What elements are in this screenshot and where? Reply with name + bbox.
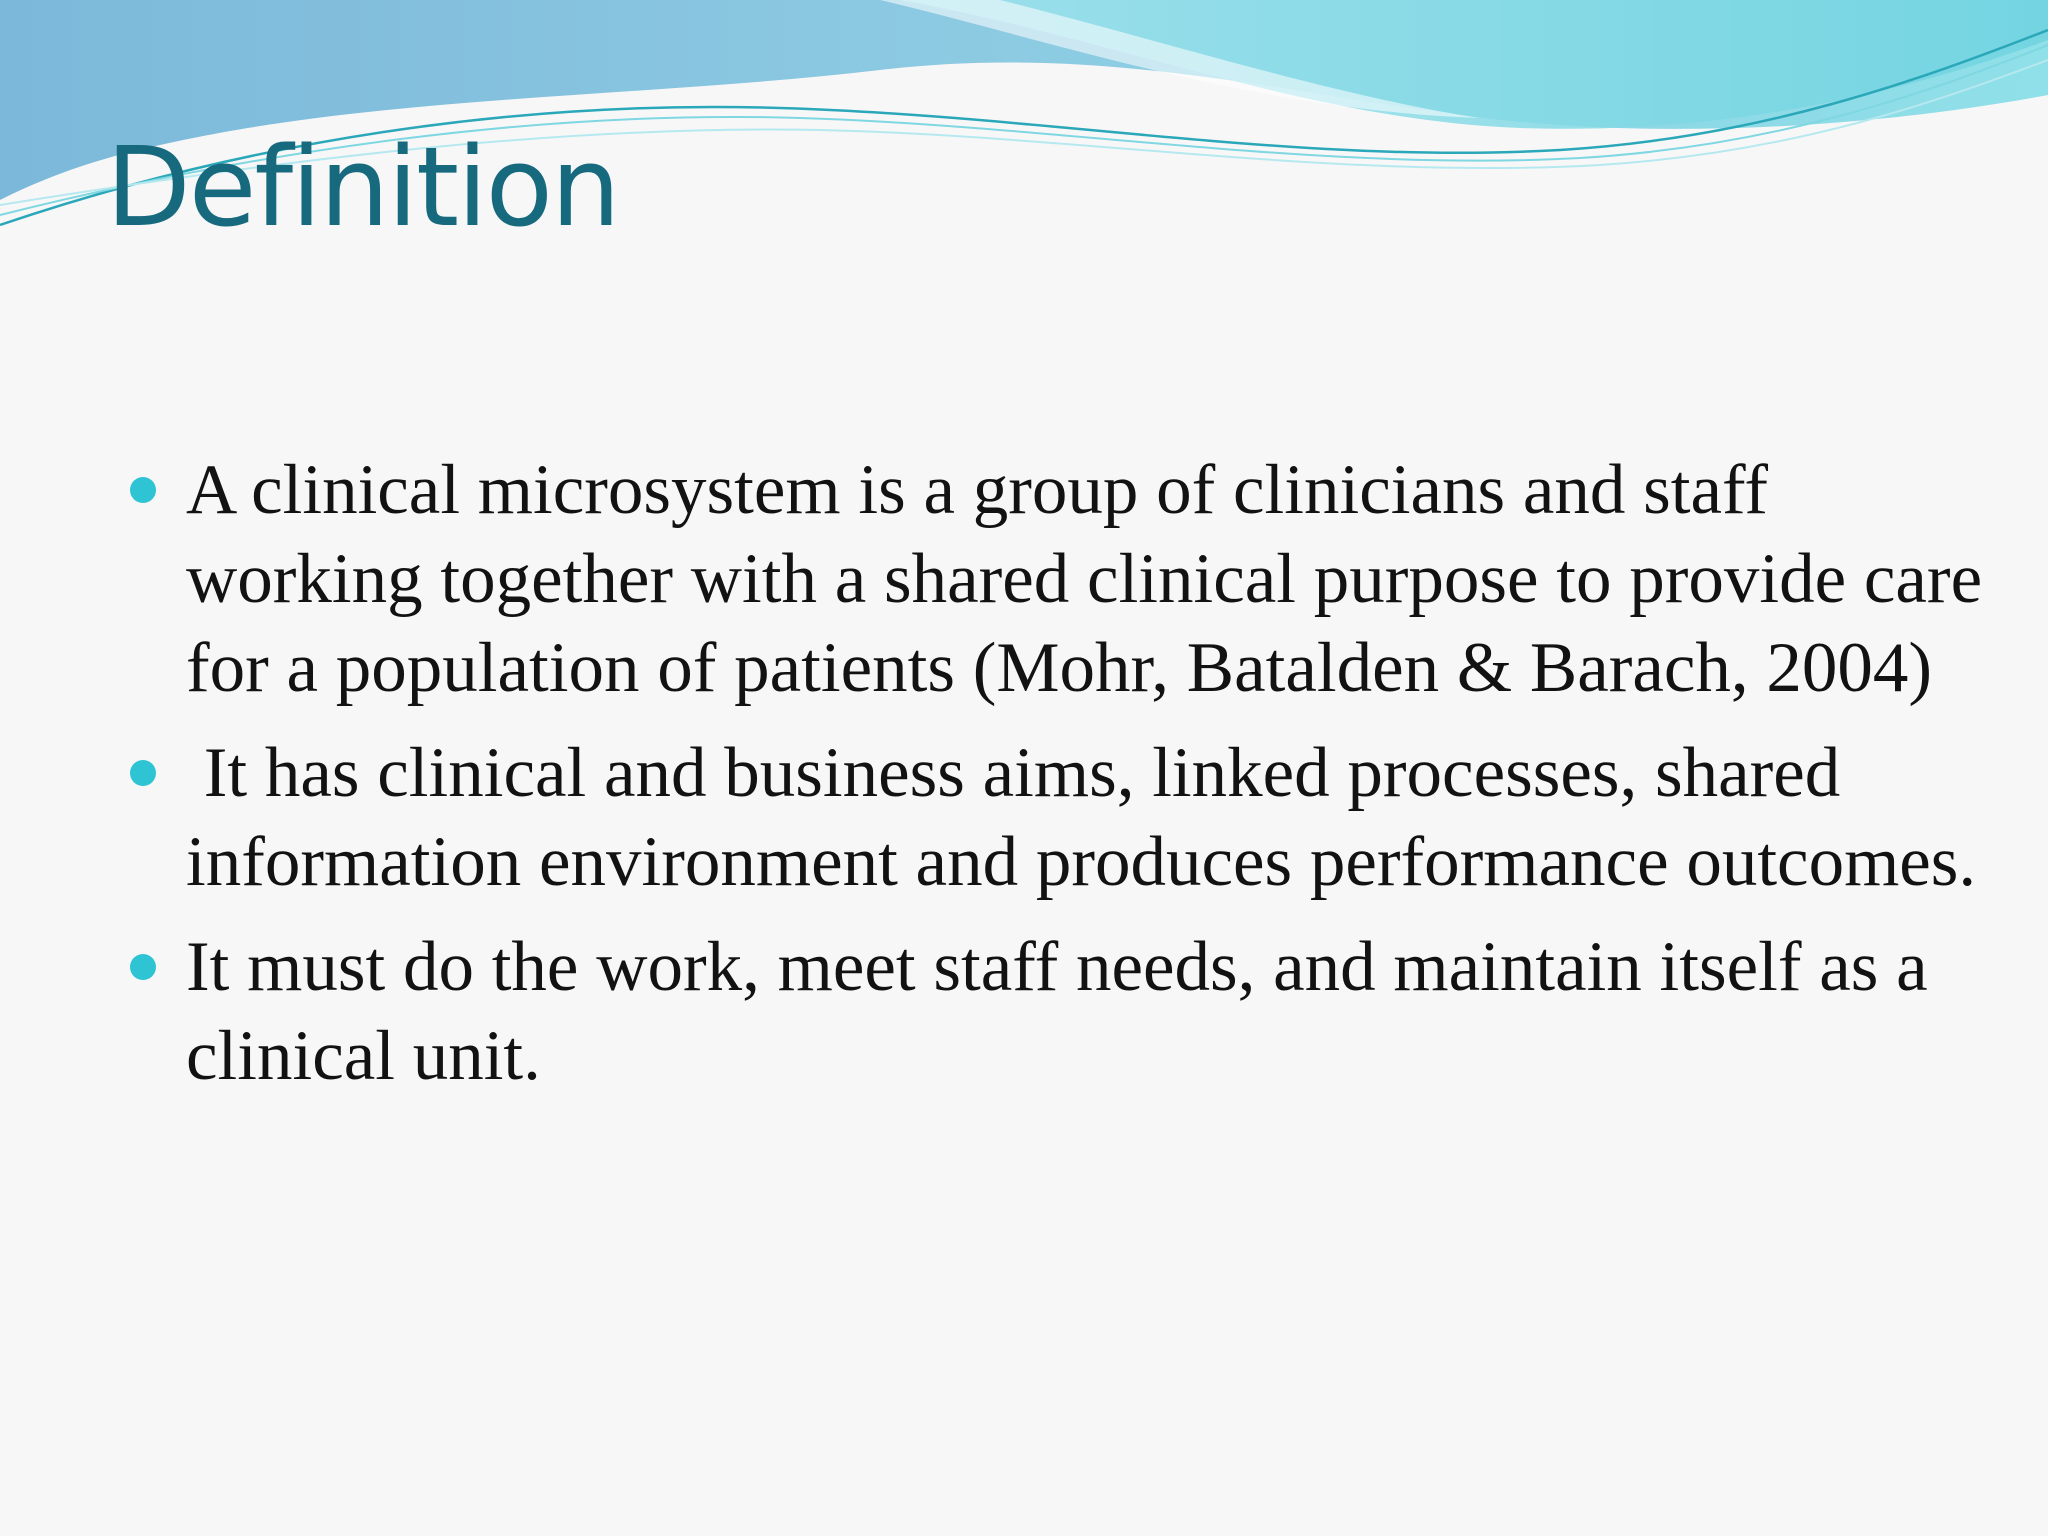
bullet-item	[130, 923, 2020, 1101]
bullet-dot-icon	[130, 954, 156, 980]
bullet-text: It must do the work, meet staff needs, and maintain itself as a clinical unit.	[186, 928, 1928, 1095]
slide-title: Definition	[106, 123, 619, 251]
bullet-text: It has clinical and business aims, linked processes, shared information environment and produces performance outcomes.	[186, 734, 1977, 901]
bullet-list	[130, 446, 2020, 1117]
bullet-text: A clinical microsystem is a group of clinicians and staff working together with a shared clinical purpose to provide care for a population of patients (Mohr, Batalden & Barach, 2004)	[186, 451, 1983, 707]
bullet-item	[130, 729, 2020, 907]
bullet-dot-icon	[130, 760, 156, 786]
bullet-dot-icon	[130, 477, 156, 503]
bullet-item	[130, 446, 2020, 713]
